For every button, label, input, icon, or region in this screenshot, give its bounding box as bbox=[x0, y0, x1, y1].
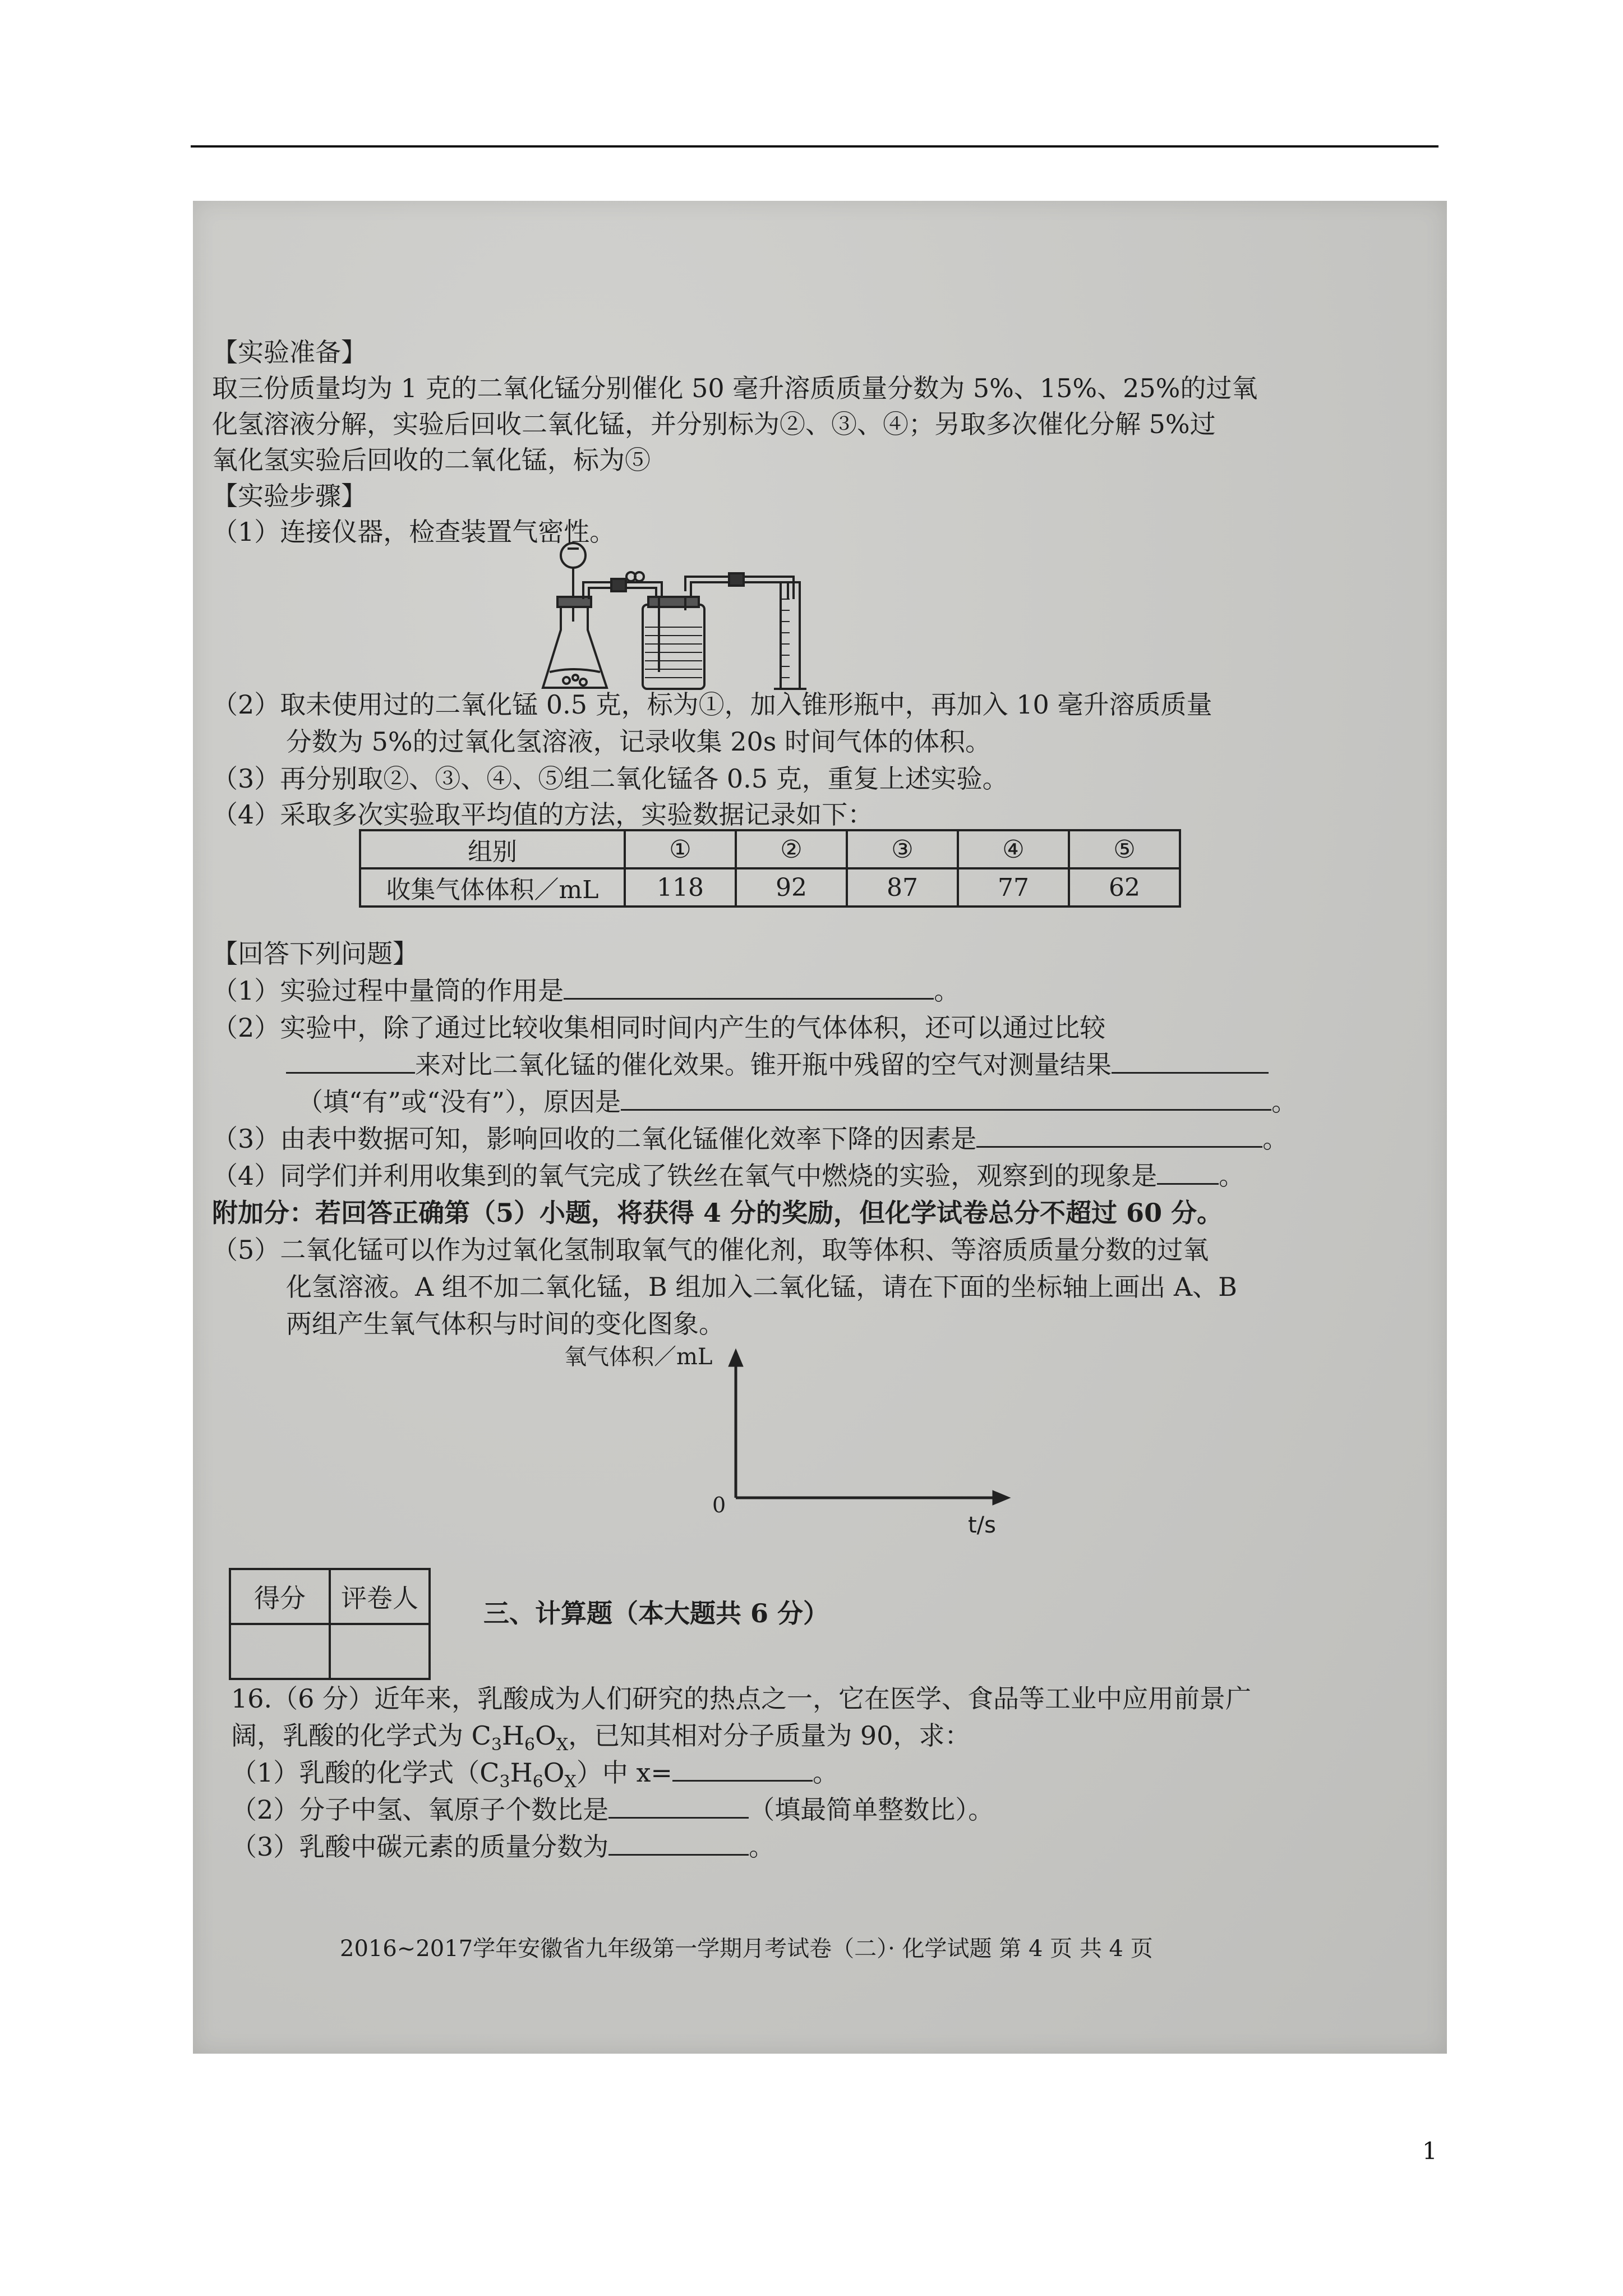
value-2: 92 bbox=[736, 868, 847, 907]
question-16b-suffix: ，已知其相对分子质量为 90，求： bbox=[568, 1720, 971, 1751]
answer-blank[interactable] bbox=[564, 976, 934, 1000]
answer-blank[interactable] bbox=[672, 1757, 813, 1782]
questions-title: 【回答下列问题】 bbox=[212, 938, 418, 969]
question-2b bbox=[286, 1047, 1269, 1083]
x-axis-label: t/s bbox=[968, 1512, 996, 1538]
group-2: ② bbox=[736, 830, 847, 868]
sub-question-2 bbox=[231, 1792, 994, 1828]
value-4: 77 bbox=[958, 868, 1069, 907]
question-16a: 16.（6 分）近年来，乳酸成为人们研究的热点之一，它在医学、食品等工业中应用前景广 bbox=[231, 1683, 1252, 1714]
table-row bbox=[360, 830, 1180, 868]
step-2b: 分数为 5%的过氧化氢溶液，记录收集 20s 时间气体的体积。 bbox=[286, 726, 991, 757]
question-4-text: （4）同学们并利用收集到的氧气完成了铁丝在氧气中燃烧的实验，观察到的现象是 bbox=[212, 1161, 1158, 1191]
y-axis-label: 氧气体积／mL bbox=[564, 1344, 713, 1370]
sub-question-2-prefix: （2）分子中氢、氧原子个数比是 bbox=[231, 1795, 609, 1825]
question-2c-text: （填“有”或“没有”），原因是 bbox=[297, 1087, 621, 1117]
question-3 bbox=[212, 1121, 1288, 1157]
period: 。 bbox=[1271, 1087, 1298, 1117]
question-3-text: （3）由表中数据可知，影响回收的二氧化锰催化效率下降的因素是 bbox=[212, 1124, 977, 1154]
calc-heading: 三、计算题（本大题共 6 分） bbox=[483, 1598, 829, 1628]
sub-question-2-suffix: （填最简单整数比）。 bbox=[749, 1795, 994, 1825]
table-row bbox=[360, 868, 1180, 907]
question-2b-text: 来对比二氧化锰的催化效果。锥开瓶中残留的空气对测量结果 bbox=[415, 1050, 1112, 1080]
answer-blank[interactable] bbox=[608, 1832, 749, 1856]
answer-blank[interactable] bbox=[1112, 1050, 1269, 1074]
data-table bbox=[359, 829, 1181, 908]
score-box bbox=[229, 1568, 431, 1680]
prep-line-1: 取三份质量均为 1 克的二氧化锰分别催化 50 毫升溶质质量分数为 5%、15%、25%的过氧 bbox=[212, 373, 1258, 403]
top-rule bbox=[191, 145, 1438, 148]
question-1 bbox=[212, 973, 960, 1009]
exam-footer: 2016~2017学年安徽省九年级第一学期月考试卷（二）· 化学试题 第 4 页 共 4 页 bbox=[340, 1936, 1153, 1962]
step-3: （3）再分别取②、③、④、⑤组二氧化锰各 0.5 克，重复上述实验。 bbox=[212, 763, 1008, 794]
group-3: ③ bbox=[847, 830, 958, 868]
answer-blank[interactable] bbox=[608, 1795, 749, 1819]
period: 。 bbox=[749, 1832, 775, 1862]
question-16b: 阔，乳酸的化学式为 $C_3H_6O_X$，已知其相对分子质量为 90，求： bbox=[231, 1720, 971, 1755]
period: 。 bbox=[1219, 1161, 1245, 1191]
origin-label: 0 bbox=[712, 1493, 726, 1517]
grader-label: 评卷人 bbox=[330, 1569, 430, 1624]
bonus-note: 附加分：若回答正确第（5）小题，将获得 4 分的奖励，但化学试卷总分不超过 60 分。 bbox=[212, 1198, 1223, 1228]
blank-axes[interactable] bbox=[561, 1335, 1043, 1571]
group-1: ① bbox=[625, 830, 736, 868]
step-2a: （2）取未使用过的二氧化锰 0.5 克，标为①，加入锥形瓶中，再加入 10 毫升溶质质量 bbox=[212, 689, 1212, 720]
value-1: 118 bbox=[625, 868, 736, 907]
prep-line-3: 氧化氢实验后回收的二氧化锰，标为⑤ bbox=[212, 445, 651, 475]
step-4: （4）采取多次实验取平均值的方法，实验数据记录如下： bbox=[212, 799, 874, 830]
value-3: 87 bbox=[847, 868, 958, 907]
page-number: 1 bbox=[1422, 2137, 1437, 2165]
step-1: （1）连接仪器，检查装置气密性。 bbox=[212, 517, 616, 547]
answer-blank[interactable] bbox=[621, 1087, 1271, 1111]
question-4 bbox=[212, 1158, 1244, 1194]
sub-question-1-prefix: （1）乳酸的化学式（C bbox=[231, 1757, 500, 1788]
sub-question-3-prefix: （3）乳酸中碳元素的质量分数为 bbox=[231, 1832, 609, 1862]
sub-question-1-suffix: ）中 x= bbox=[576, 1757, 672, 1788]
table-row bbox=[230, 1569, 430, 1624]
table-header-label: 组别 bbox=[360, 830, 625, 868]
answer-blank[interactable] bbox=[976, 1124, 1262, 1148]
apparatus-diagram bbox=[538, 537, 830, 700]
question-1-text: （1）实验过程中量筒的作用是 bbox=[212, 976, 564, 1006]
steps-title: 【实验步骤】 bbox=[212, 481, 367, 511]
question-5c: 两组产生氧气体积与时间的变化图象。 bbox=[286, 1309, 725, 1339]
score-cell[interactable] bbox=[230, 1624, 330, 1679]
question-5a: （5）二氧化锰可以作为过氧化氢制取氧气的催化剂，取等体积、等溶质质量分数的过氧 bbox=[212, 1235, 1209, 1265]
sub-question-3 bbox=[231, 1829, 774, 1865]
question-16b-prefix: 阔，乳酸的化学式为 C bbox=[231, 1720, 491, 1751]
sub-question-1: （1）乳酸的化学式$(C_3H_6O_X)$中 x= 。 bbox=[231, 1757, 838, 1792]
prep-line-2: 化氢溶液分解，实验后回收二氧化锰，并分别标为②、③、④；另取多次催化分解 5%过 bbox=[212, 409, 1216, 439]
period: 。 bbox=[1262, 1124, 1289, 1154]
period: 。 bbox=[934, 976, 960, 1006]
answer-blank[interactable] bbox=[1157, 1161, 1219, 1185]
prep-title: 【实验准备】 bbox=[212, 337, 367, 367]
value-5: 62 bbox=[1069, 868, 1180, 907]
table-row bbox=[230, 1624, 430, 1679]
question-2a: （2）实验中，除了通过比较收集相同时间内产生的气体体积，还可以通过比较 bbox=[212, 1013, 1106, 1043]
grader-cell[interactable] bbox=[330, 1624, 430, 1679]
score-label: 得分 bbox=[230, 1569, 330, 1624]
question-2c bbox=[297, 1084, 1297, 1120]
table-row-label: 收集气体体积／mL bbox=[360, 868, 625, 907]
group-4: ④ bbox=[958, 830, 1069, 868]
group-5: ⑤ bbox=[1069, 830, 1180, 868]
answer-blank[interactable] bbox=[286, 1050, 415, 1074]
question-5b: 化氢溶液。A 组不加二氧化锰，B 组加入二氧化锰，请在下面的坐标轴上画出 A、B bbox=[286, 1272, 1237, 1302]
period: 。 bbox=[812, 1757, 838, 1788]
